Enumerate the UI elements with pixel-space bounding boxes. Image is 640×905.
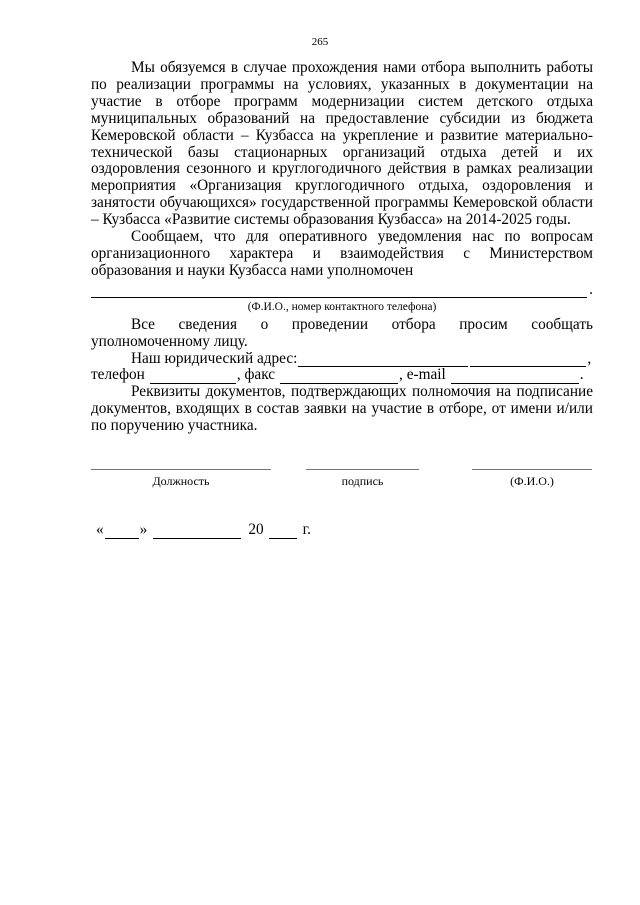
signature-line[interactable] [306, 469, 419, 470]
document-body [91, 60, 593, 435]
fax-field[interactable] [280, 368, 398, 384]
month-field[interactable] [153, 525, 241, 539]
notification-paragraph: Все сведения о проведении отбора просим сообщать уполномоченному лицу. [91, 315, 593, 350]
signature-caption: подпись [341, 474, 384, 488]
fio-caption: (Ф.И.О., номер контактного телефона) [247, 300, 437, 313]
authorized-person-paragraph: Сообщаем, что для оперативного уведомления нас по вопросам организационного характера и взаимодействия с Министерством образования и науки Кузбасса нами уполномочен [91, 228, 593, 279]
phone-label: телефон [91, 366, 145, 384]
address-field[interactable] [298, 351, 468, 367]
year-suffix: г. [302, 521, 311, 538]
address-label: Наш юридический адрес: [131, 349, 298, 367]
day-field[interactable] [105, 525, 139, 539]
position-caption: Должность [152, 474, 210, 488]
fax-label: , факс [236, 366, 276, 384]
phone-field[interactable] [150, 368, 236, 384]
name-line[interactable] [472, 469, 592, 470]
position-line[interactable] [91, 469, 271, 470]
date-open-quote: « [96, 521, 104, 538]
page-number: 265 [311, 36, 329, 48]
contacts-row: телефон , факс , e-mail . [91, 366, 584, 384]
signature-block [0, 469, 640, 499]
date-close-quote: » [139, 521, 148, 538]
address-row: Наш юридический адрес: , [131, 349, 592, 367]
credentials-paragraph: Реквизиты документов, подтверждающих полномочия на подписание документов, входящих в состав заявки на участие в отборе, от имени и/или по поручению участника. [91, 383, 593, 435]
commitment-paragraph: Мы обязуемся в случае прохождения нами отбора выполнить работы по реализации программы на условиях, указанных в документации на участие в отборе программ модернизации систем детского отдыха муниципальных образований на предоставление субсидии из бюджета Кемеровской области – Кузбасса на укрепление и развитие материально-технической базы стационарных организаций отдыха детей и их оздоровления сезонного и круглогодичного действия в рамках реализации мероприятия «Организация круглогодичного отдыха, оздоровления и занятости обучающихся» государственной программы Кемеровской области – Кузбасса «Развитие системы образования Кузбасса» на 2014-2025 годы. [91, 59, 593, 229]
name-caption: (Ф.И.О.) [510, 474, 554, 488]
email-field[interactable] [451, 368, 579, 384]
email-label: , e-mail [399, 366, 446, 384]
year-field[interactable] [269, 525, 297, 539]
authorized-person-field[interactable]: . [91, 280, 587, 298]
date-line [96, 521, 311, 539]
year-prefix: 20 [248, 521, 264, 538]
address-field-continued[interactable] [470, 351, 586, 367]
